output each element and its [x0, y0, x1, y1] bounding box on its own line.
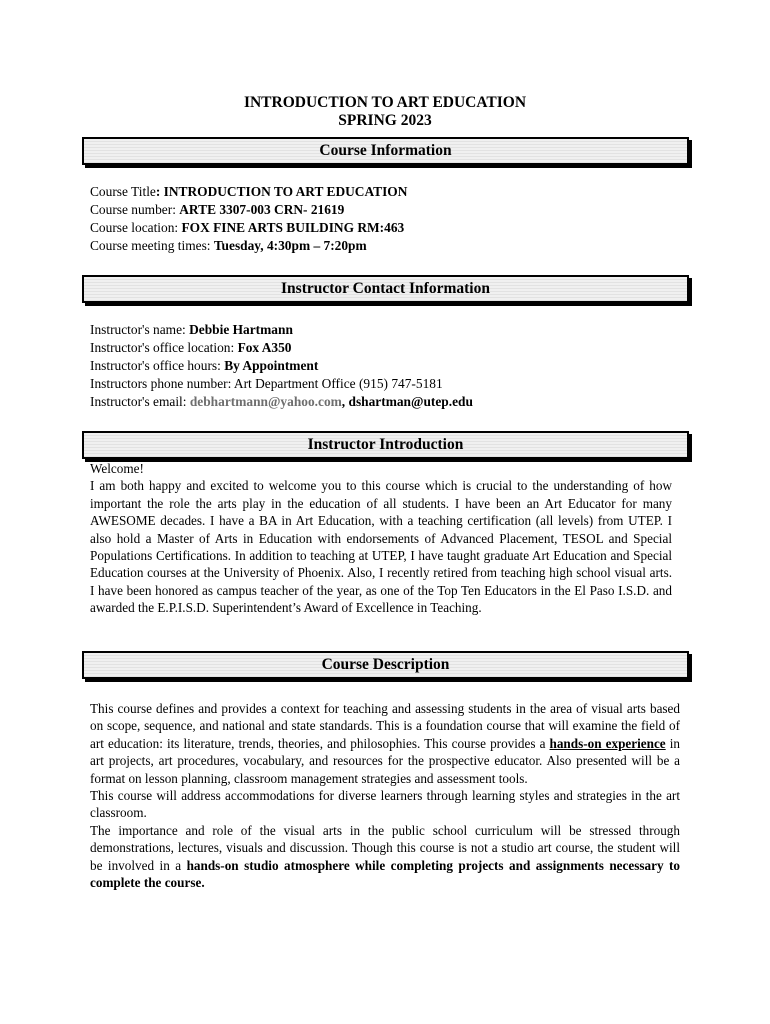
course-information-block	[90, 183, 690, 255]
course-title-heading: INTRODUCTION TO ART EDUCATION	[243, 94, 527, 111]
document-title	[0, 94, 770, 130]
instructor-email-row: Instructor's email: debhartmann@yahoo.com, dshartman@utep.edu	[90, 394, 473, 409]
secondary-email: , dshartman@utep.edu	[341, 394, 473, 409]
instructor-contact-heading: Instructor Contact Information	[82, 275, 689, 303]
description-paragraph-3: The importance and role of the visual arts in the public school curriculum will be stressed through demonstrations, lectures, visuals and discussion. Though this course is not a studio art course, the student will be involved in a hands-on studio atmosphere while completing projects and assignments necessary to complete the course.	[90, 822, 681, 891]
course-times-row: Course meeting times: Tuesday, 4:30pm – 7:20pm	[90, 238, 367, 253]
studio-atmosphere-emphasis: hands-on studio atmosphere while completing projects and assignments necessary to complete the course.	[90, 857, 681, 891]
hands-on-experience-emphasis: hands-on experience	[549, 735, 666, 751]
instructor-contact-block	[90, 321, 690, 411]
description-paragraph-2: This course will address accommodations for diverse learners through learning styles and strategies in the art classroom.	[90, 788, 680, 821]
course-title-row: Course Title: INTRODUCTION TO ART EDUCATION	[90, 184, 408, 199]
welcome-text: Welcome!	[90, 461, 144, 476]
course-description-heading: Course Description	[82, 651, 689, 679]
course-number-row: Course number: ARTE 3307-003 CRN- 21619	[90, 202, 345, 217]
instructor-office-row: Instructor's office location: Fox A350	[90, 340, 292, 355]
primary-email-link[interactable]: debhartmann@yahoo.com	[189, 394, 342, 409]
course-information-heading: Course Information	[82, 137, 689, 165]
instructor-introduction-block	[90, 460, 672, 617]
instructor-name-row: Instructor's name: Debbie Hartmann	[90, 322, 293, 337]
course-description-block	[90, 700, 680, 891]
term-heading: SPRING 2023	[338, 112, 432, 129]
instructor-hours-row: Instructor's office hours: By Appointment	[90, 358, 319, 373]
instructor-phone-row: Instructors phone number: Art Department Office (915) 747-5181	[90, 376, 443, 391]
course-location-row: Course location: FOX FINE ARTS BUILDING RM:463	[90, 220, 405, 235]
introduction-paragraph: I am both happy and excited to welcome you to this course which is crucial to the understanding of how important the role the arts play in the education of all students. I have been an Art Educator for many AWESOME decades. I have a BA in Art Education, with a teaching certification (all levels) from UTEP. I also hold a Master of Arts in Education with endorsements of Advanced Placement, TESOL and Special Populations Certifications. In addition to teaching at UTEP, I have taught graduate Art Education and Special Education courses at the University of Phoenix. Also, I recently retired from teaching high school visual arts. I have been honored as campus teacher of the year, as one of the Top Ten Educators in the El Paso I.S.D. and awarded the E.P.I.S.D. Superintendent’s Award of Excellence in Teaching.	[90, 478, 672, 616]
instructor-introduction-heading: Instructor Introduction	[82, 431, 689, 459]
description-paragraph-1: This course defines and provides a context for teaching and assessing students in the area of visual arts based on scope, sequence, and national and state standards. This is a foundation course that will examine the field of art education: its literature, trends, theories, and philosophies. This course provides a hands-on experience in art projects, art procedures, vocabulary, and resources for the prospective educator. Also presented will be a format on lesson planning, classroom management strategies and assessment tools.	[90, 701, 680, 786]
